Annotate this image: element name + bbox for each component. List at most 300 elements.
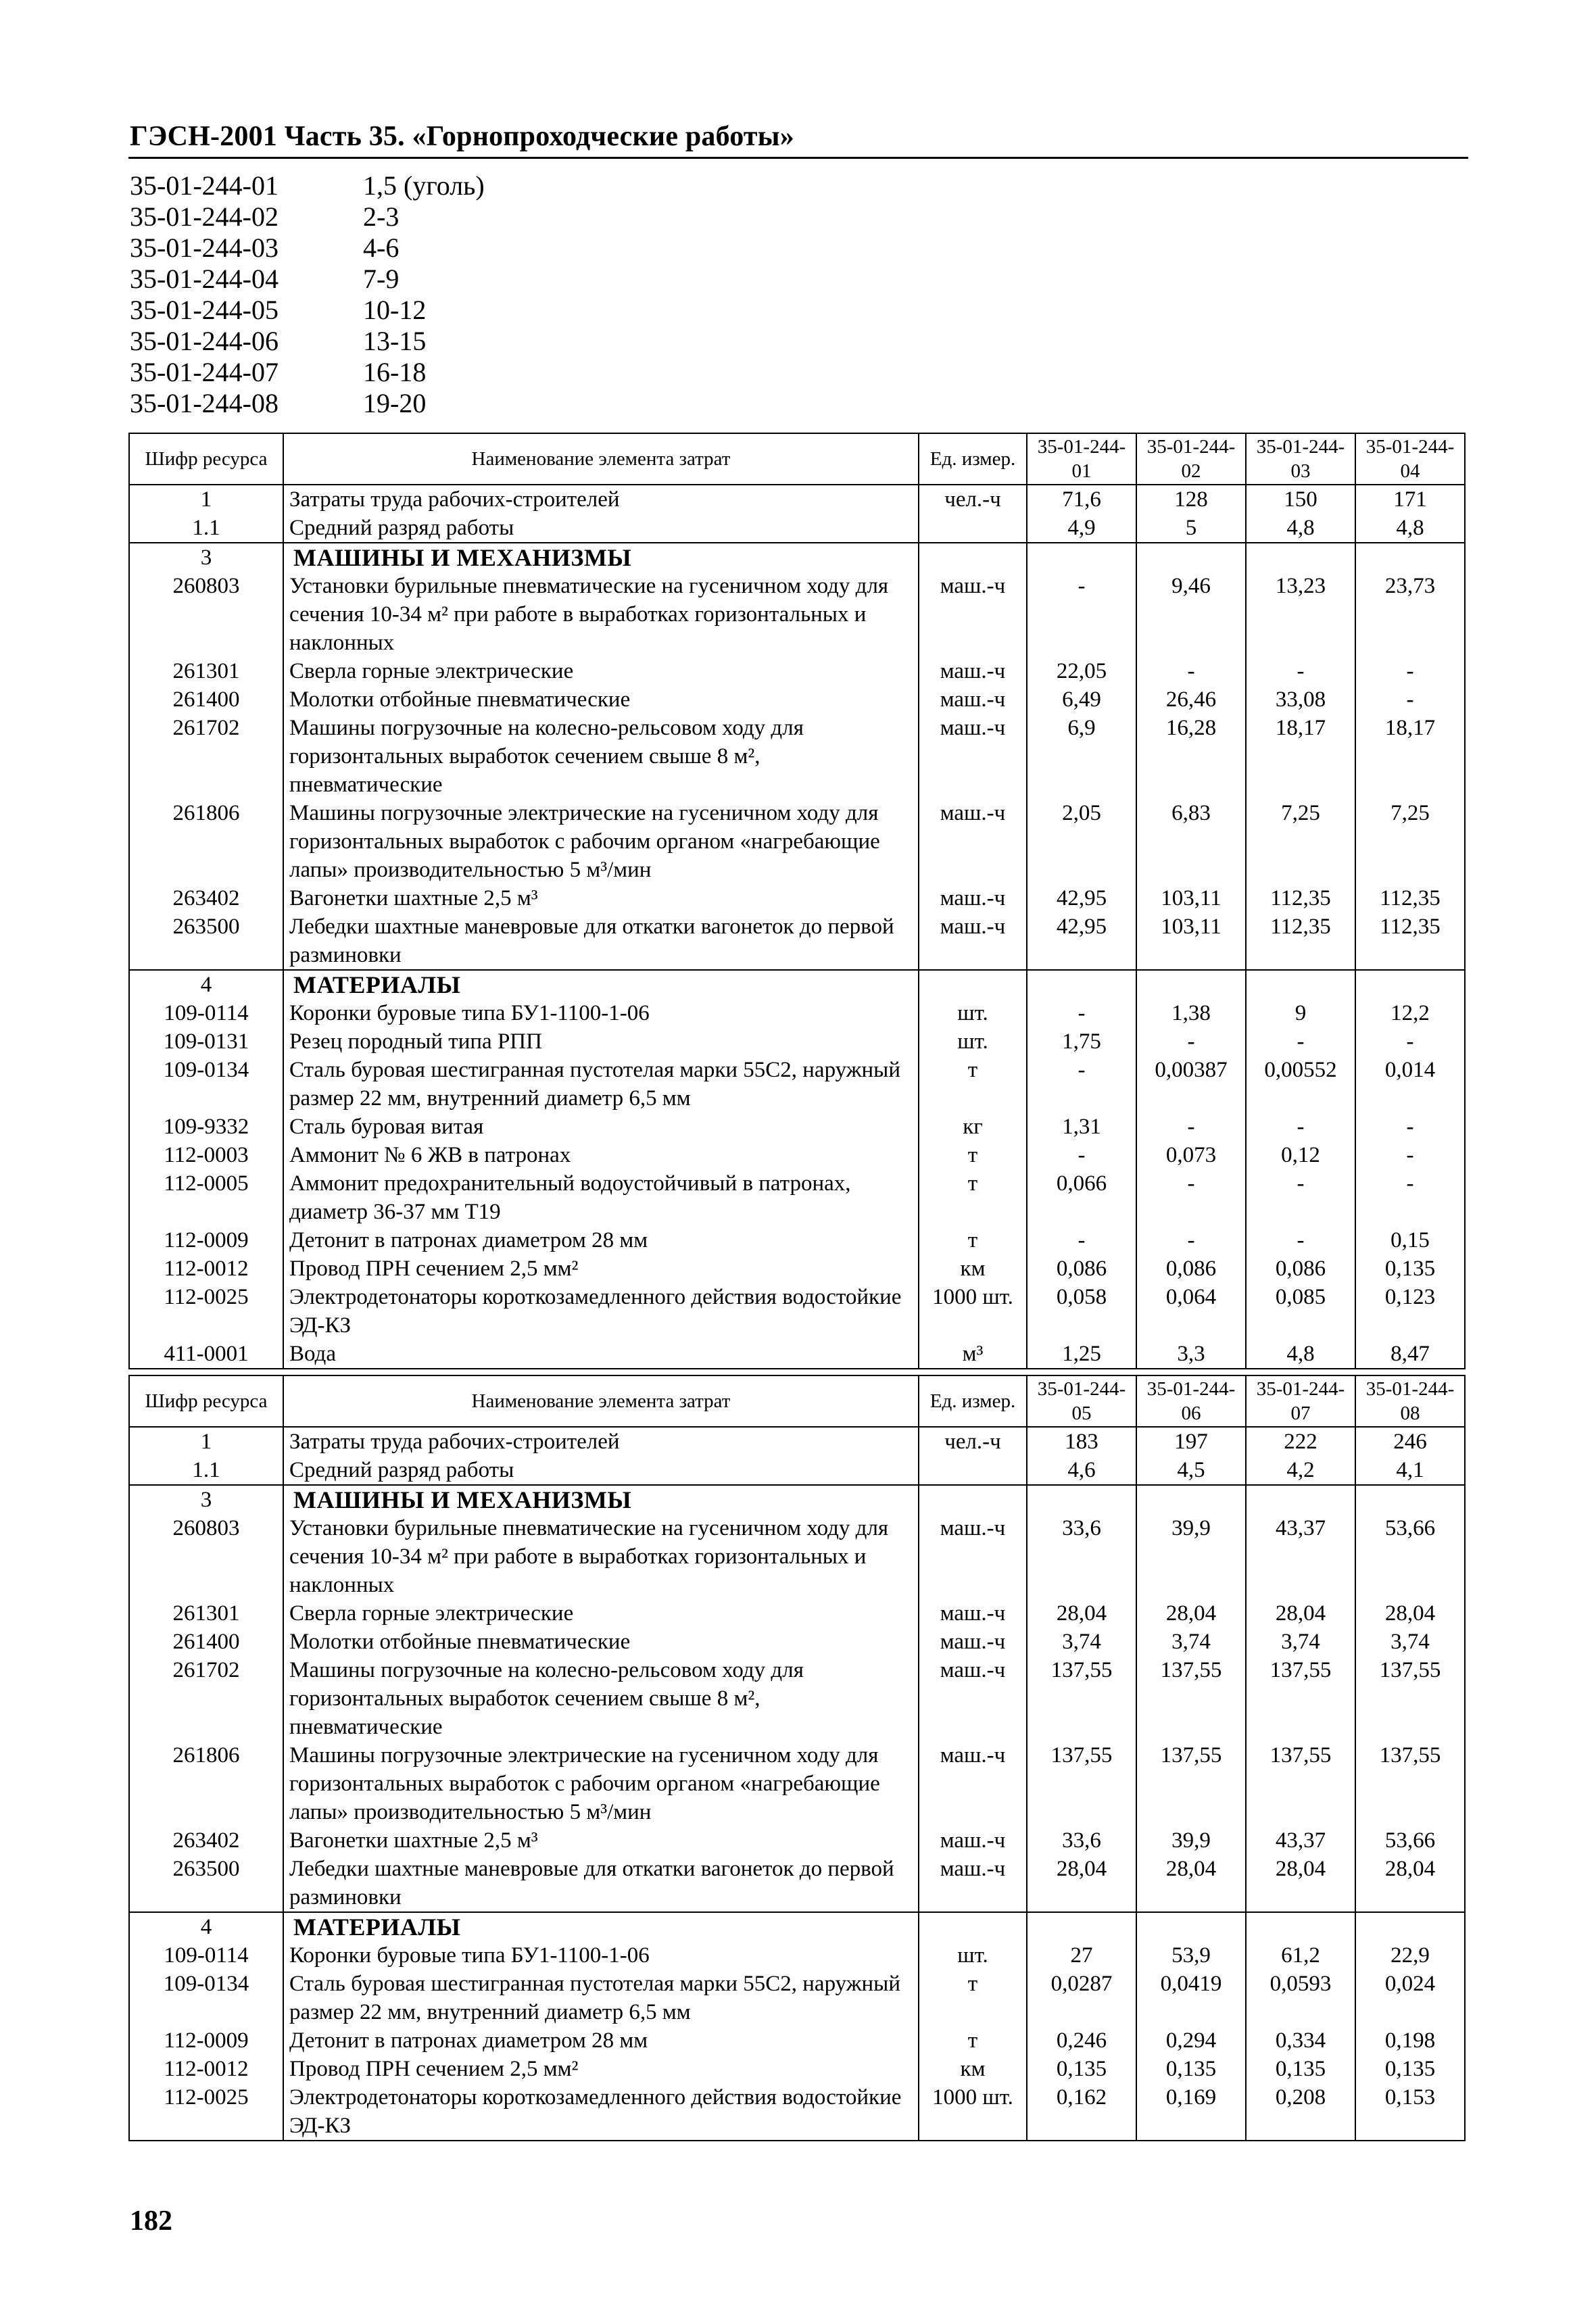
value-cell: 33,08 [1246, 685, 1355, 714]
element-name: Молотки отбойные пневматические [283, 1628, 919, 1656]
value-cell: 137,55 [1136, 1741, 1246, 1826]
unit: км [919, 1254, 1027, 1283]
norm-value: 7-9 [363, 264, 400, 294]
value-cell: 4,9 [1027, 514, 1136, 543]
header-unit: Ед. измер. [919, 433, 1027, 485]
unit: кг [919, 1113, 1027, 1141]
value-cell [1136, 970, 1246, 999]
table-row [129, 1169, 1465, 1226]
value-cell: 1,38 [1136, 999, 1246, 1027]
value-cell [1136, 1485, 1246, 1514]
table-row [129, 657, 1465, 685]
value-cell: 1,75 [1027, 1027, 1136, 1056]
section-title: МАТЕРИАЛЫ [283, 1912, 919, 1941]
norm-code: 35-01-244-07 [130, 357, 279, 387]
value-cell: 103,11 [1136, 912, 1246, 970]
value-cell: 9,46 [1136, 572, 1246, 657]
unit: маш.-ч [919, 1514, 1027, 1599]
table-row [129, 884, 1465, 912]
norm-code: 35-01-244-06 [130, 326, 279, 356]
value-cell [1355, 970, 1465, 999]
value-cell: 137,55 [1027, 1741, 1136, 1826]
value-cell: - [1246, 1169, 1355, 1226]
resource-code: 109-9332 [129, 1113, 283, 1141]
element-name: Молотки отбойные пневматические [283, 685, 919, 714]
resource-code: 109-0131 [129, 1027, 283, 1056]
value-cell: 13,23 [1246, 572, 1355, 657]
value-cell: 4,8 [1355, 514, 1465, 543]
value-cell [1355, 1912, 1465, 1941]
code-list-item [130, 388, 485, 419]
value-cell: 3,74 [1246, 1628, 1355, 1656]
unit [919, 970, 1027, 999]
unit: маш.-ч [919, 1826, 1027, 1855]
value-cell [1027, 970, 1136, 999]
element-name: Детонит в патронах диаметром 28 мм [283, 1226, 919, 1254]
header-unit: Ед. измер. [919, 1375, 1027, 1427]
element-name: Сталь буровая витая [283, 1113, 919, 1141]
element-name: Машины погрузочные на колесно-рельсовом ходу для горизонтальных выработок сечением свыше 8 м², пневматические [283, 1656, 919, 1741]
unit [919, 1912, 1027, 1941]
value-cell: - [1355, 1169, 1465, 1226]
value-cell: 42,95 [1027, 884, 1136, 912]
unit: маш.-ч [919, 1855, 1027, 1912]
value-cell: 9 [1246, 999, 1355, 1027]
resource-code: 260803 [129, 1514, 283, 1599]
value-cell: 137,55 [1246, 1656, 1355, 1741]
resource-code: 112-0003 [129, 1141, 283, 1169]
value-cell [1027, 543, 1136, 572]
value-cell: - [1246, 657, 1355, 685]
value-cell: 3,74 [1136, 1628, 1246, 1656]
value-cell: 197 [1136, 1427, 1246, 1456]
value-cell: 4,1 [1355, 1456, 1465, 1485]
value-cell: 7,25 [1246, 799, 1355, 884]
unit: шт. [919, 1941, 1027, 1970]
value-cell: 4,6 [1027, 1456, 1136, 1485]
table-row [129, 685, 1465, 714]
value-cell: 0,085 [1246, 1283, 1355, 1340]
value-cell: 18,17 [1355, 714, 1465, 799]
value-cell: 71,6 [1027, 485, 1136, 514]
value-cell: 0,12 [1246, 1141, 1355, 1169]
value-cell: 246 [1355, 1427, 1465, 1456]
value-cell: 112,35 [1355, 912, 1465, 970]
value-cell: 0,198 [1355, 2026, 1465, 2055]
element-name: Затраты труда рабочих-строителей [283, 1427, 919, 1456]
resource-code: 261400 [129, 1628, 283, 1656]
value-cell: 183 [1027, 1427, 1136, 1456]
unit: км [919, 2055, 1027, 2083]
table-row [129, 2055, 1465, 2083]
element-name: Сверла горные электрические [283, 657, 919, 685]
value-cell: 28,04 [1355, 1599, 1465, 1628]
section-title: МАШИНЫ И МЕХАНИЗМЫ [283, 543, 919, 572]
value-cell: 137,55 [1246, 1741, 1355, 1826]
resource-code: 1.1 [129, 514, 283, 543]
value-cell: 0,15 [1355, 1226, 1465, 1254]
resource-code: 1 [129, 1427, 283, 1456]
code-list-item [130, 170, 485, 201]
value-cell: 171 [1355, 485, 1465, 514]
element-name: Вагонетки шахтные 2,5 м³ [283, 1826, 919, 1855]
table-row [129, 485, 1465, 514]
resource-code: 4 [129, 1912, 283, 1941]
value-cell: 0,169 [1136, 2083, 1246, 2141]
value-cell: 1,31 [1027, 1113, 1136, 1141]
table-row [129, 572, 1465, 657]
value-cell: 0,00552 [1246, 1056, 1355, 1113]
value-cell: - [1246, 1027, 1355, 1056]
element-name: Средний разряд работы [283, 514, 919, 543]
page-number: 182 [130, 2206, 172, 2237]
value-cell: 6,83 [1136, 799, 1246, 884]
header-col-1: 35-01-244-01 [1027, 433, 1136, 485]
element-name: Провод ПРН сечением 2,5 мм² [283, 2055, 919, 2083]
element-name: Сталь буровая шестигранная пустотелая марки 55С2, наружный размер 22 мм, внутренний диаметр 6,5 мм [283, 1970, 919, 2026]
element-name: Лебедки шахтные маневровые для откатки вагонеток до первой разминовки [283, 912, 919, 970]
header-col-4: 35-01-244-04 [1355, 433, 1465, 485]
norm-value: 10-12 [363, 295, 427, 325]
table-row [129, 799, 1465, 884]
value-cell: 0,123 [1355, 1283, 1465, 1340]
value-cell: 16,28 [1136, 714, 1246, 799]
element-name: Машины погрузочные на колесно-рельсовом ходу для горизонтальных выработок сечением свыше 8 м², пневматические [283, 714, 919, 799]
header-col-6: 35-01-244-06 [1136, 1375, 1246, 1427]
table-row [129, 1456, 1465, 1485]
value-cell: - [1246, 1226, 1355, 1254]
header-col-2: 35-01-244-02 [1136, 433, 1246, 485]
resource-code: 261806 [129, 1741, 283, 1826]
table-row [129, 999, 1465, 1027]
value-cell: 0,014 [1355, 1056, 1465, 1113]
header-resource-code: Шифр ресурса [129, 433, 283, 485]
value-cell: 23,73 [1355, 572, 1465, 657]
value-cell: 0,058 [1027, 1283, 1136, 1340]
resource-code: 3 [129, 1485, 283, 1514]
value-cell: 137,55 [1355, 1741, 1465, 1826]
value-cell [1027, 1485, 1136, 1514]
value-cell: 0,00387 [1136, 1056, 1246, 1113]
value-cell: 26,46 [1136, 685, 1246, 714]
table-row [129, 1254, 1465, 1283]
table-row [129, 1113, 1465, 1141]
value-cell: 0,334 [1246, 2026, 1355, 2055]
value-cell: 128 [1136, 485, 1246, 514]
section-title: МАТЕРИАЛЫ [283, 970, 919, 999]
resource-code: 3 [129, 543, 283, 572]
value-cell: 61,2 [1246, 1941, 1355, 1970]
value-cell: 0,0593 [1246, 1970, 1355, 2026]
resource-code: 261301 [129, 1599, 283, 1628]
unit: т [919, 1226, 1027, 1254]
unit: маш.-ч [919, 912, 1027, 970]
value-cell: 0,024 [1355, 1970, 1465, 2026]
resource-code: 1 [129, 485, 283, 514]
value-cell: 18,17 [1246, 714, 1355, 799]
value-cell: 150 [1246, 485, 1355, 514]
value-cell: 39,9 [1136, 1514, 1246, 1599]
section-heading-row [129, 1485, 1465, 1514]
code-list [130, 170, 485, 419]
value-cell: 0,135 [1355, 1254, 1465, 1283]
resource-code: 112-0005 [129, 1169, 283, 1226]
header-col-7: 35-01-244-07 [1246, 1375, 1355, 1427]
norm-value: 4-6 [363, 233, 400, 263]
value-cell: 222 [1246, 1427, 1355, 1456]
value-cell: - [1027, 1141, 1136, 1169]
value-cell [1246, 1485, 1355, 1514]
value-cell [1246, 1912, 1355, 1941]
unit: 1000 шт. [919, 1283, 1027, 1340]
element-name: Затраты труда рабочих-строителей [283, 485, 919, 514]
value-cell: 53,66 [1355, 1826, 1465, 1855]
resource-table-1 [128, 433, 1466, 1369]
code-list-item [130, 201, 485, 233]
value-cell: 43,37 [1246, 1514, 1355, 1599]
value-cell: - [1246, 1113, 1355, 1141]
norm-code: 35-01-244-03 [130, 233, 279, 263]
value-cell [1246, 970, 1355, 999]
value-cell: 6,49 [1027, 685, 1136, 714]
code-list-item [130, 264, 485, 295]
value-cell: 3,3 [1136, 1340, 1246, 1369]
value-cell: 28,04 [1355, 1855, 1465, 1912]
value-cell: - [1355, 685, 1465, 714]
value-cell: 0,086 [1246, 1254, 1355, 1283]
code-list-item [130, 295, 485, 326]
table-row [129, 514, 1465, 543]
element-name: Вода [283, 1340, 919, 1369]
value-cell: 0,086 [1027, 1254, 1136, 1283]
resource-code: 261301 [129, 657, 283, 685]
table-row [129, 1427, 1465, 1456]
resource-code: 109-0114 [129, 999, 283, 1027]
value-cell: 0,086 [1136, 1254, 1246, 1283]
unit: 1000 шт. [919, 2083, 1027, 2141]
value-cell: 28,04 [1246, 1855, 1355, 1912]
value-cell: - [1027, 1226, 1136, 1254]
value-cell: - [1355, 1113, 1465, 1141]
element-name: Сталь буровая шестигранная пустотелая марки 55С2, наружный размер 22 мм, внутренний диаметр 6,5 мм [283, 1056, 919, 1113]
value-cell: 53,9 [1136, 1941, 1246, 1970]
value-cell: 0,064 [1136, 1283, 1246, 1340]
section-heading-row [129, 543, 1465, 572]
value-cell [1136, 543, 1246, 572]
element-name: Вагонетки шахтные 2,5 м³ [283, 884, 919, 912]
code-list-item [130, 233, 485, 264]
value-cell: 4,8 [1246, 514, 1355, 543]
header-col-8: 35-01-244-08 [1355, 1375, 1465, 1427]
element-name: Машины погрузочные электрические на гусеничном ходу для горизонтальных выработок с рабочим органом «нагребающие лапы» производительностью 5 м³/мин [283, 1741, 919, 1826]
value-cell [1136, 1912, 1246, 1941]
value-cell: 3,74 [1355, 1628, 1465, 1656]
element-name: Аммонит № 6 ЖВ в патронах [283, 1141, 919, 1169]
header-element-name: Наименование элемента затрат [283, 1375, 919, 1427]
norm-value: 19-20 [363, 388, 427, 418]
element-name: Машины погрузочные электрические на гусеничном ходу для горизонтальных выработок с рабочим органом «нагребающие лапы» производительностью 5 м³/мин [283, 799, 919, 884]
value-cell: 137,55 [1027, 1656, 1136, 1741]
value-cell: 28,04 [1136, 1855, 1246, 1912]
resource-code: 261702 [129, 1656, 283, 1741]
norm-value: 2-3 [363, 201, 400, 232]
value-cell: 43,37 [1246, 1826, 1355, 1855]
unit: т [919, 1970, 1027, 2026]
resource-code: 263402 [129, 884, 283, 912]
code-list-item [130, 357, 485, 388]
unit [919, 1456, 1027, 1485]
value-cell [1355, 543, 1465, 572]
unit [919, 514, 1027, 543]
value-cell: - [1027, 572, 1136, 657]
value-cell: 28,04 [1027, 1855, 1136, 1912]
resource-code: 109-0114 [129, 1941, 283, 1970]
unit: маш.-ч [919, 714, 1027, 799]
value-cell: - [1136, 1027, 1246, 1056]
table-row [129, 1141, 1465, 1169]
value-cell: 112,35 [1246, 912, 1355, 970]
value-cell: 0,135 [1027, 2055, 1136, 2083]
resource-code: 261806 [129, 799, 283, 884]
value-cell: 28,04 [1246, 1599, 1355, 1628]
norm-code: 35-01-244-04 [130, 264, 279, 294]
value-cell: 42,95 [1027, 912, 1136, 970]
element-name: Резец породный типа РПП [283, 1027, 919, 1056]
resource-table-2 [128, 1375, 1466, 2141]
value-cell: 2,05 [1027, 799, 1136, 884]
unit: маш.-ч [919, 799, 1027, 884]
value-cell: 0,208 [1246, 2083, 1355, 2141]
table-row [129, 1741, 1465, 1826]
resource-code: 411-0001 [129, 1340, 283, 1369]
section-title: МАШИНЫ И МЕХАНИЗМЫ [283, 1485, 919, 1514]
section-heading-row [129, 970, 1465, 999]
norm-value: 1,5 (уголь) [363, 170, 485, 201]
header-resource-code: Шифр ресурса [129, 1375, 283, 1427]
element-name: Установки бурильные пневматические на гусеничном ходу для сечения 10-34 м² при работе в выработках горизонтальных и наклонных [283, 1514, 919, 1599]
table-row [129, 1855, 1465, 1912]
header-element-name: Наименование элемента затрат [283, 433, 919, 485]
norm-code: 35-01-244-08 [130, 388, 279, 418]
element-name: Провод ПРН сечением 2,5 мм² [283, 1254, 919, 1283]
table-row [129, 1226, 1465, 1254]
unit: шт. [919, 1027, 1027, 1056]
value-cell: 0,135 [1246, 2055, 1355, 2083]
value-cell: 3,74 [1027, 1628, 1136, 1656]
element-name: Сверла горные электрические [283, 1599, 919, 1628]
value-cell: - [1136, 1113, 1246, 1141]
value-cell: 0,066 [1027, 1169, 1136, 1226]
value-cell: 0,0419 [1136, 1970, 1246, 2026]
value-cell: 0,162 [1027, 2083, 1136, 2141]
table-row [129, 1941, 1465, 1970]
value-cell: 137,55 [1136, 1656, 1246, 1741]
table-row [129, 1027, 1465, 1056]
header-col-5: 35-01-244-05 [1027, 1375, 1136, 1427]
resource-code: 263402 [129, 1826, 283, 1855]
table-row [129, 2026, 1465, 2055]
header-col-3: 35-01-244-03 [1246, 433, 1355, 485]
table-row [129, 1970, 1465, 2026]
table-row [129, 1826, 1465, 1855]
unit: т [919, 1056, 1027, 1113]
element-name: Средний разряд работы [283, 1456, 919, 1485]
unit: чел.-ч [919, 485, 1027, 514]
table-row [129, 2083, 1465, 2141]
value-cell: 8,47 [1355, 1340, 1465, 1369]
norm-code: 35-01-244-01 [130, 170, 279, 201]
value-cell: - [1136, 657, 1246, 685]
norm-code: 35-01-244-02 [130, 201, 279, 232]
value-cell: - [1136, 1169, 1246, 1226]
value-cell: 112,35 [1355, 884, 1465, 912]
value-cell: 103,11 [1136, 884, 1246, 912]
value-cell: 27 [1027, 1941, 1136, 1970]
value-cell: 5 [1136, 514, 1246, 543]
element-name: Коронки буровые типа БУ1-1100-1-06 [283, 1941, 919, 1970]
resource-code: 112-0012 [129, 2055, 283, 2083]
value-cell: 33,6 [1027, 1826, 1136, 1855]
value-cell: 53,66 [1355, 1514, 1465, 1599]
resource-code: 260803 [129, 572, 283, 657]
value-cell: 28,04 [1027, 1599, 1136, 1628]
value-cell [1027, 1912, 1136, 1941]
value-cell [1355, 1485, 1465, 1514]
element-name: Установки бурильные пневматические на гусеничном ходу для сечения 10-34 м² при работе в выработках горизонтальных и наклонных [283, 572, 919, 657]
value-cell: 112,35 [1246, 884, 1355, 912]
value-cell: 22,9 [1355, 1941, 1465, 1970]
value-cell [1246, 543, 1355, 572]
value-cell: 0,246 [1027, 2026, 1136, 2055]
resource-code: 112-0009 [129, 2026, 283, 2055]
value-cell: - [1027, 999, 1136, 1027]
unit [919, 543, 1027, 572]
unit: т [919, 1141, 1027, 1169]
value-cell: 0,0287 [1027, 1970, 1136, 2026]
value-cell: 0,153 [1355, 2083, 1465, 2141]
unit: шт. [919, 999, 1027, 1027]
value-cell: 39,9 [1136, 1826, 1246, 1855]
element-name: Детонит в патронах диаметром 28 мм [283, 2026, 919, 2055]
unit: маш.-ч [919, 1599, 1027, 1628]
table-row [129, 1656, 1465, 1741]
resource-code: 1.1 [129, 1456, 283, 1485]
value-cell: 7,25 [1355, 799, 1465, 884]
value-cell: - [1027, 1056, 1136, 1113]
unit: т [919, 2026, 1027, 2055]
value-cell: - [1355, 1027, 1465, 1056]
unit: чел.-ч [919, 1427, 1027, 1456]
element-name: Коронки буровые типа БУ1-1100-1-06 [283, 999, 919, 1027]
unit: маш.-ч [919, 884, 1027, 912]
norm-value: 16-18 [363, 357, 427, 387]
value-cell: 33,6 [1027, 1514, 1136, 1599]
value-cell: 4,8 [1246, 1340, 1355, 1369]
resource-code: 261400 [129, 685, 283, 714]
table-row [129, 714, 1465, 799]
value-cell: 0,073 [1136, 1141, 1246, 1169]
unit: маш.-ч [919, 685, 1027, 714]
element-name: Электродетонаторы короткозамедленного действия водостойкие ЭД-КЗ [283, 2083, 919, 2141]
table-row [129, 1628, 1465, 1656]
table-row [129, 912, 1465, 970]
table-row [129, 1599, 1465, 1628]
resource-code: 112-0009 [129, 1226, 283, 1254]
page-header: ГЭСН-2001 Часть 35. «Горнопроходческие работы» [130, 121, 794, 152]
norm-code: 35-01-244-05 [130, 295, 279, 325]
table-row [129, 1056, 1465, 1113]
norm-value: 13-15 [363, 326, 427, 356]
